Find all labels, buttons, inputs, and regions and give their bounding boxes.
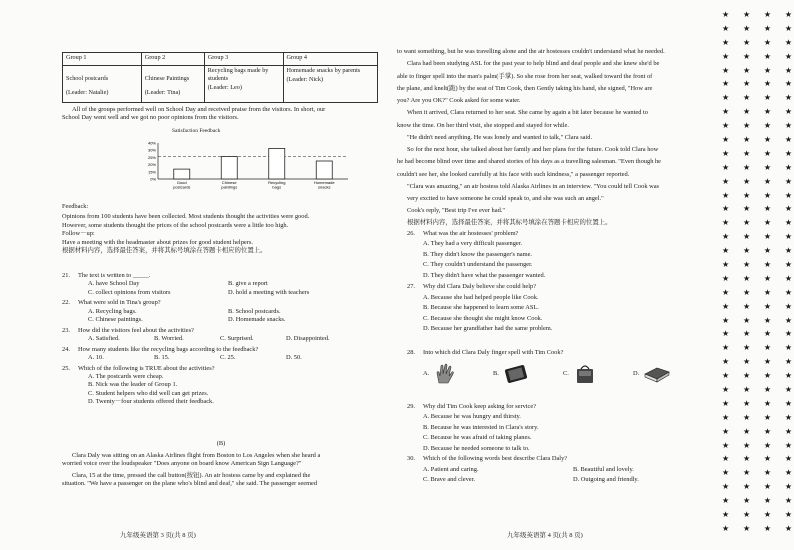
- margin-star: ★: [784, 218, 792, 228]
- answer-option[interactable]: A. Recycling bags.: [88, 307, 137, 315]
- margin-star: ★: [784, 482, 792, 492]
- margin-star: ★: [742, 218, 751, 228]
- left-footer: 九年级英语第 3 页(共 8 页): [120, 532, 196, 539]
- margin-star: ★: [722, 426, 730, 436]
- answer-option[interactable]: B. Nick was the leader of Group 1.: [88, 381, 178, 389]
- x-tick-label: postcards: [173, 184, 191, 190]
- margin-star: ★: [784, 162, 792, 172]
- margin-star: ★: [742, 134, 751, 144]
- book-icon: [643, 364, 671, 384]
- question-block: [62, 327, 380, 344]
- margin-star: ★: [784, 273, 792, 283]
- margin-star: ★: [763, 204, 772, 214]
- y-tick-label: 25%: [147, 154, 156, 160]
- margin-star: ★: [763, 468, 772, 478]
- question-stem: 24. How many students like the recycling bags according to the feedback?: [62, 345, 259, 353]
- margin-star: ★: [784, 496, 792, 506]
- margin-star: ★: [722, 384, 730, 394]
- answer-option[interactable]: C. Student helpers who did well can get prizes.: [88, 389, 209, 397]
- margin-star: ★: [763, 218, 772, 228]
- answer-option[interactable]: C. collect opinions from visitors: [88, 288, 171, 296]
- margin-star: ★: [722, 301, 730, 311]
- margin-star: ★: [784, 510, 792, 519]
- margin-star: ★: [722, 329, 730, 339]
- question-29: [407, 403, 717, 453]
- question-stem: 26. What was the air hostesses' problem?: [407, 230, 519, 237]
- question-stem: 22. What were sold in Tina's group?: [62, 299, 161, 307]
- margin-star: ★: [763, 93, 772, 103]
- x-tick-label: paintings: [221, 184, 238, 190]
- margin-star: ★: [784, 107, 792, 117]
- margin-star: ★: [784, 523, 792, 533]
- margin-star: ★: [722, 371, 730, 381]
- margin-star: ★: [722, 482, 730, 492]
- margin-star: ★: [722, 440, 730, 450]
- margin-star: ★: [722, 357, 730, 367]
- margin-star: ★: [784, 468, 792, 478]
- margin-star: ★: [763, 190, 772, 200]
- hand-icon: [433, 363, 457, 385]
- margin-star: ★: [763, 65, 772, 75]
- margin-star: ★: [784, 176, 792, 186]
- right-page: [397, 0, 715, 550]
- option-c[interactable]: C.: [563, 363, 633, 385]
- margin-star: ★: [763, 148, 772, 158]
- margin-star: ★: [784, 79, 792, 89]
- x-tick-label: Good: [176, 180, 187, 185]
- margin-star: ★: [763, 426, 772, 436]
- answer-option[interactable]: A. They had a very difficult passenger.: [423, 240, 523, 248]
- margin-star: ★: [742, 79, 751, 89]
- answer-option[interactable]: C. 25.: [220, 354, 236, 362]
- followup-label: Follow－up:: [62, 230, 95, 238]
- margin-star: ★: [763, 482, 772, 492]
- question-block: [62, 299, 380, 324]
- option-b[interactable]: B.: [493, 364, 563, 384]
- question-stem: 25. Which of the following is TRUE about the activities?: [62, 364, 215, 372]
- margin-star: ★: [722, 232, 730, 242]
- answer-option[interactable]: A. Because she had helped people like Cook.: [423, 293, 539, 301]
- table-header: Group 2: [141, 53, 204, 66]
- y-tick-label: 40%: [147, 140, 156, 146]
- passage-line: "Clara was amazing," an air hostess told Alaska Airlines in an interview. "You could tell Cook was: [407, 182, 660, 190]
- margin-star: ★: [784, 204, 792, 214]
- margin-star: ★: [784, 190, 792, 200]
- margin-star: ★: [742, 162, 751, 172]
- x-tick-label: bags: [272, 184, 282, 190]
- margin-star: ★: [763, 51, 772, 61]
- margin-star: ★: [784, 51, 792, 61]
- margin-star: ★: [722, 9, 730, 19]
- margin-star: ★: [722, 148, 730, 158]
- margin-star: ★: [722, 218, 730, 228]
- question-block: [407, 230, 717, 280]
- answer-option[interactable]: B. Because he was interested in Clara's story.: [423, 423, 539, 431]
- passage-b-start: Clara Daly was sitting on an Alaska Airlines flight from Boston to Los Angeles when she heard a worried voice over the loudspeaker "Does anyone on board know American Sign Language?" Clara, 15 at the time, pressed the call button(按钮). An air hostess came by and explained the situation. "We have a passenger on the plane who's blind and deaf," she said. The passenger seemed: [62, 452, 321, 488]
- margin-star: ★: [763, 287, 772, 297]
- margin-star: ★: [742, 148, 751, 158]
- margin-star: ★: [742, 9, 751, 19]
- question-block: [62, 272, 380, 297]
- y-tick-label: 20%: [147, 162, 156, 168]
- margin-star: ★: [784, 398, 792, 408]
- question-stem: 29. Why did Tim Cook keep asking for service?: [407, 403, 537, 410]
- margin-star: ★: [763, 23, 772, 33]
- margin-star: ★: [742, 232, 751, 242]
- passage-line: able to finger spell into the man's palm(手掌). So she rose from her seat, walked toward the front of: [397, 72, 653, 80]
- margin-star: ★: [722, 23, 730, 33]
- passage-line: Clara had been studying ASL for the past year to help blind and deaf people and she knew she'd be: [407, 60, 660, 68]
- answer-option[interactable]: D. 50.: [286, 354, 302, 362]
- margin-star: ★: [784, 232, 792, 242]
- y-tick-label: 30%: [147, 147, 156, 153]
- bar: [174, 169, 190, 179]
- margin-star: ★: [784, 37, 792, 47]
- margin-star: ★: [784, 315, 792, 325]
- option-d[interactable]: D.: [633, 364, 703, 384]
- table-header: Group 4: [283, 53, 378, 66]
- answer-option[interactable]: A. Because he was hungry and thirsty.: [423, 413, 521, 421]
- x-tick-label: snacks: [318, 184, 331, 190]
- margin-star: ★: [784, 23, 792, 33]
- answer-option[interactable]: C. Because she thought she might know Cook.: [423, 314, 543, 322]
- margin-star: ★: [722, 121, 730, 131]
- margin-star: ★: [784, 287, 792, 297]
- bag-icon: [573, 363, 597, 385]
- margin-star: ★: [784, 93, 792, 103]
- table-header: Group 3: [204, 53, 283, 66]
- table-cell: Homemade snacks by parents (Leader: Nick): [283, 66, 378, 103]
- right-questions: [407, 230, 717, 337]
- margin-star: ★: [784, 246, 792, 256]
- margin-star: ★: [763, 301, 772, 311]
- margin-star: ★: [722, 412, 730, 422]
- margin-star: ★: [742, 482, 751, 492]
- question-block: [407, 283, 717, 333]
- question-block: [62, 365, 380, 407]
- answer-option[interactable]: B. They didn't know the passenger's name.: [423, 250, 533, 258]
- table-cell: School postcards (Leader: Natalie): [63, 66, 142, 103]
- margin-star: ★: [722, 51, 730, 61]
- margin-star: ★: [722, 93, 730, 103]
- bar: [316, 161, 332, 179]
- passage-b-continued: [397, 48, 717, 220]
- answer-option[interactable]: C. Surprised.: [220, 335, 254, 343]
- margin-star: ★: [722, 287, 730, 297]
- margin-star: ★: [742, 287, 751, 297]
- margin-star: ★: [742, 454, 751, 464]
- margin-star: ★: [763, 454, 772, 464]
- margin-star: ★: [763, 162, 772, 172]
- passage-line: you? Are you OK?" Cook asked for some water.: [397, 97, 521, 104]
- answer-option[interactable]: A. have School Day: [88, 280, 140, 288]
- margin-star: ★: [742, 121, 751, 131]
- question-28: 28. Into which did Clara Daly finger spell with Tim Cook? A. B. C. D.: [407, 349, 717, 385]
- groups-table: [62, 52, 378, 103]
- margin-star: ★: [742, 65, 751, 75]
- left-page: [62, 0, 380, 550]
- margin-star: ★: [763, 440, 772, 450]
- answer-option[interactable]: B. 15.: [154, 354, 170, 362]
- margin-star: ★: [784, 357, 792, 367]
- x-tick-label: Homemade: [313, 180, 335, 185]
- margin-star: ★: [742, 259, 751, 269]
- margin-star: ★: [722, 37, 730, 47]
- instruction: 根据材料内容，选择最佳答案，并将其标号填涂在答题卡相应的位置上。: [407, 219, 612, 226]
- margin-star: ★: [722, 134, 730, 144]
- margin-star: ★: [763, 371, 772, 381]
- answer-option[interactable]: C. They couldn't understand the passenger.: [423, 261, 533, 269]
- answer-option[interactable]: B. Beautiful and lovely.: [573, 465, 634, 473]
- question-stem: 23. How did the visitors feel about the activities?: [62, 326, 194, 334]
- question-stem: 30. Which of the following words best describe Clara Daly?: [407, 455, 568, 463]
- margin-star: ★: [722, 259, 730, 269]
- margin-star: ★: [763, 107, 772, 117]
- margin-star: ★: [722, 496, 730, 506]
- margin-star: ★: [742, 190, 751, 200]
- margin-star: ★: [722, 65, 730, 75]
- answer-option[interactable]: A. 10.: [88, 354, 104, 362]
- answer-option[interactable]: D. Because her grandfather had the same problem.: [423, 325, 553, 333]
- margin-star: ★: [722, 107, 730, 117]
- answer-option[interactable]: D. Disappointed.: [286, 335, 330, 343]
- margin-star: ★: [722, 398, 730, 408]
- passage-line: the plane, and knelt(跪) by the seat of Tim Cook, then Gently taking his hand, she signed, "How are: [397, 84, 653, 92]
- margin-star: ★: [763, 79, 772, 89]
- margin-star: ★: [742, 468, 751, 478]
- satisfaction-chart: [122, 137, 362, 195]
- passage-line: So for the next hour, she talked about her family and her plans for the future. Cook told Clara how: [407, 146, 659, 153]
- margin-star: ★: [742, 357, 751, 367]
- margin-star: ★: [763, 9, 772, 19]
- passage-line: very excited to have someone he could speak to, and she was such an angel.": [407, 195, 604, 202]
- margin-star: ★: [742, 176, 751, 186]
- margin-star: ★: [763, 273, 772, 283]
- bar: [269, 148, 285, 179]
- margin-star: ★: [784, 371, 792, 381]
- margin-star: ★: [763, 329, 772, 339]
- margin-star: ★: [722, 273, 730, 283]
- passage-line: know the time. On her third visit, she stopped and stayed for while.: [397, 121, 569, 129]
- margin-star: ★: [784, 426, 792, 436]
- margin-star: ★: [784, 259, 792, 269]
- feedback-section: Feedback: Opinions from 100 students have been collected. Most students thought the activities were good. However, some students thought the prices of the school postcards were a little too high. Follow－up: Have a meeting with the headmaster about prizes for good student helpers. 根据材料内容，选择最佳答案，并将其标号填涂在答题卡相应的位置上。: [62, 203, 380, 256]
- margin-star: ★: [742, 301, 751, 311]
- margin-star: ★: [763, 523, 772, 533]
- answer-option[interactable]: B. School postcards.: [228, 307, 281, 315]
- margin-star: ★: [784, 412, 792, 422]
- phone-icon: [503, 364, 529, 384]
- answer-option[interactable]: D. Outgoing and friendly.: [573, 476, 639, 484]
- margin-star: ★: [784, 454, 792, 464]
- margin-star: ★: [763, 357, 772, 367]
- option-a[interactable]: A.: [423, 363, 493, 385]
- margin-star: ★: [722, 246, 730, 256]
- margin-star: ★: [742, 329, 751, 339]
- chart-title: Satisfaction Feedback: [172, 128, 221, 134]
- margin-star: ★: [742, 371, 751, 381]
- feedback-label: Feedback:: [62, 203, 89, 210]
- answer-option[interactable]: D. They didn't have what the passenger wanted.: [423, 271, 546, 279]
- table-header: Group 1: [63, 53, 142, 66]
- answer-option[interactable]: B. give a report: [228, 280, 268, 288]
- margin-star: ★: [763, 412, 772, 422]
- margin-star: ★: [722, 204, 730, 214]
- margin-star: ★: [784, 134, 792, 144]
- margin-star: ★: [763, 176, 772, 186]
- margin-star: ★: [763, 259, 772, 269]
- margin-star: ★: [784, 148, 792, 158]
- margin-star: ★: [722, 162, 730, 172]
- answer-option[interactable]: D. Twenty－four students offered their feedback.: [88, 398, 214, 406]
- y-tick-label: 15%: [147, 169, 156, 175]
- margin-star: ★: [763, 121, 772, 131]
- question-stem: 21. The text is written to _____.: [62, 272, 151, 279]
- margin-star: ★: [763, 398, 772, 408]
- table-cell: Chinese Paintings (Leader: Tina): [141, 66, 204, 103]
- passage-line: couldn't see her, she looked carefully at his face with such kindness," a passenger reported.: [397, 170, 630, 178]
- margin-star: ★: [722, 454, 730, 464]
- answer-option[interactable]: D. Homemade snacks.: [228, 316, 286, 324]
- margin-star: ★: [784, 65, 792, 75]
- margin-star: ★: [742, 523, 751, 533]
- bar: [221, 157, 237, 180]
- margin-star: ★: [742, 37, 751, 47]
- margin-star: ★: [742, 93, 751, 103]
- margin-star: ★: [722, 343, 730, 353]
- answer-option[interactable]: A. The postcards were cheap.: [88, 372, 164, 380]
- passage-line: he had become blind over time and shared stories of his days as a travelling salesman. "Even though he: [397, 158, 662, 166]
- margin-star: ★: [742, 315, 751, 325]
- margin-star: ★: [763, 384, 772, 394]
- passage-line: Cook's reply, "Best trip I've ever had.": [407, 207, 505, 215]
- y-tick-label: 0%: [150, 176, 156, 182]
- margin-star: ★: [722, 315, 730, 325]
- margin-star: ★: [784, 343, 792, 353]
- answer-option[interactable]: C. Chinese paintings.: [88, 316, 143, 324]
- passage-line: When it arrived, Clara returned to her seat. She came by again a bit later because he wanted to: [407, 109, 648, 117]
- margin-star: ★: [722, 468, 730, 478]
- margin-star: ★: [763, 37, 772, 47]
- margin-star: ★: [784, 121, 792, 131]
- passage-line: "He didn't need anything. He was lonely and wanted to talk," Clara said.: [407, 133, 593, 141]
- margin-star: ★: [722, 523, 730, 533]
- margin-star: ★: [742, 23, 751, 33]
- margin-star: ★: [742, 384, 751, 394]
- x-tick-label: Recycling: [268, 180, 286, 185]
- margin-star: ★: [722, 190, 730, 200]
- margin-star: ★: [763, 246, 772, 256]
- right-footer: 九年级英语第 4 页(共 8 页): [507, 532, 583, 539]
- margin-star: ★: [742, 496, 751, 506]
- margin-star: ★: [722, 79, 730, 89]
- answer-option[interactable]: A. Patient and caring.: [423, 465, 479, 473]
- question-block: [62, 346, 380, 363]
- margin-star: ★: [742, 246, 751, 256]
- margin-star: ★: [784, 384, 792, 394]
- margin-star: ★: [784, 301, 792, 311]
- margin-star: ★: [784, 440, 792, 450]
- margin-star: ★: [784, 9, 792, 19]
- answer-option[interactable]: C. Because he was afraid of taking planes.: [423, 434, 532, 442]
- margin-star: ★: [722, 510, 730, 519]
- x-tick-label: Chinese: [221, 180, 237, 185]
- question-30: [407, 455, 717, 484]
- answer-option[interactable]: D. Because he needed someone to talk to.: [423, 444, 530, 452]
- table-cell: Recycling bags made by students (Leader: Leo): [204, 66, 283, 103]
- margin-stars: [722, 8, 792, 536]
- answer-option[interactable]: A. Satisfied.: [88, 335, 120, 343]
- answer-option[interactable]: C. Brave and clever.: [423, 476, 475, 484]
- margin-star: ★: [763, 496, 772, 506]
- questions-29-30: [407, 403, 717, 487]
- margin-star: ★: [742, 107, 751, 117]
- margin-star: ★: [742, 343, 751, 353]
- left-questions: [62, 272, 380, 409]
- answer-option[interactable]: D. hold a meeting with teachers: [228, 288, 310, 296]
- margin-star: ★: [742, 412, 751, 422]
- intro-paragraph: All of the groups performed well on School Day and received praise from the visitors. In short, our School Day went well and we got no poor opinions from the visitors.: [62, 106, 326, 122]
- margin-star: ★: [784, 329, 792, 339]
- margin-star: ★: [742, 440, 751, 450]
- margin-star: ★: [763, 343, 772, 353]
- margin-star: ★: [763, 510, 772, 519]
- margin-star: ★: [742, 51, 751, 61]
- answer-option[interactable]: B. Worried.: [154, 335, 184, 343]
- margin-star: ★: [742, 273, 751, 283]
- passage-line: to want something, but he was travelling alone and the air hostesses couldn't understand what he needed.: [397, 48, 665, 55]
- margin-star: ★: [742, 510, 751, 519]
- margin-star: ★: [763, 232, 772, 242]
- margin-star: ★: [722, 176, 730, 186]
- margin-star: ★: [742, 426, 751, 436]
- question-stem: 27. Why did Clara Daly believe she could help?: [407, 283, 537, 291]
- instruction: 根据材料内容，选择最佳答案，并将其标号填涂在答题卡相应的位置上。: [62, 247, 267, 255]
- section-label: (B): [216, 440, 226, 447]
- margin-star: ★: [763, 134, 772, 144]
- margin-star: ★: [763, 315, 772, 325]
- margin-star: ★: [742, 398, 751, 408]
- answer-option[interactable]: B. Because she happened to learn some ASL.: [423, 304, 539, 312]
- margin-star: ★: [742, 204, 751, 214]
